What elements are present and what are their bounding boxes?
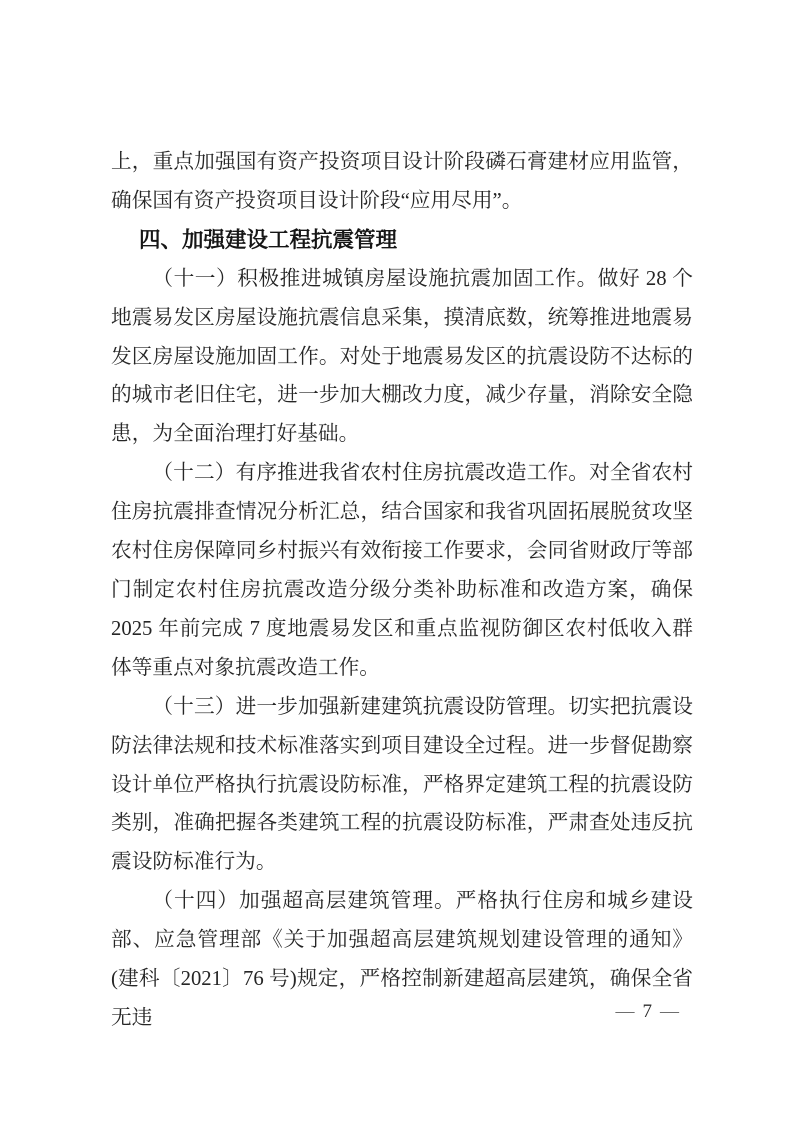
page-number-value: 7: [642, 1001, 652, 1022]
paragraph-number: （十三）: [152, 695, 236, 718]
paragraph-item-13: [111, 688, 693, 883]
paragraph-text: 严格执行住房和城乡建设部、应急管理部《关于加强超高层建筑规划建设管理的通知》(建科〔2021〕76 号)规定，严格控制新建超高层建筑，确保全省无违: [111, 890, 693, 1029]
page-number: [0, 1001, 679, 1023]
paragraph-continuation-text: 上，重点加强国有资产投资项目设计阶段磷石膏建材应用监管，确保国有资产投资项目设计阶段“应用尽用”。: [111, 151, 693, 212]
paragraph-number: （十二）: [152, 462, 236, 485]
paragraph-text: 切实把抗震设防法律法规和技术标准落实到项目建设全过程。进一步督促勘察设计单位严格执行抗震设防标准，严格界定建筑工程的抗震设防类别，准确把握各类建筑工程的抗震设防标准，严肃查处违反抗震设防标准行为。: [111, 695, 693, 874]
paragraph-lead: 加强超高层建筑管理。: [239, 890, 456, 913]
paragraph-number: （十一）: [152, 267, 238, 290]
paragraph-text: 对全省农村住房抗震排查情况分析汇总，结合国家和我省巩固拓展脱贫攻坚农村住房保障同乡村振兴有效衔接工作要求，会同省财政厅等部门制定农村住房抗震改造分级分类补助标准和改造方案，确保 2025 年前完成 7 度地震易发区和重点监视防御区农村低收入群体等重点对象抗震改造工作。: [111, 462, 693, 679]
paragraph-continuation: [111, 143, 693, 221]
paragraph-number: （十四）: [152, 890, 240, 913]
document-body: [111, 143, 693, 1038]
paragraph-lead: 有序推进我省农村住房抗震改造工作。: [235, 462, 590, 485]
section-heading: 四、加强建设工程抗震管理: [139, 227, 398, 252]
paragraph-item-12: [111, 454, 693, 687]
paragraph-lead: 进一步加强新建建筑抗震设防管理。: [235, 695, 569, 718]
paragraph-lead: 积极推进城镇房屋设施抗震加固工作。: [237, 267, 598, 290]
paragraph-text: 做好 28 个地震易发区房屋设施抗震信息采集，摸清底数，统筹推进地震易发区房屋设施加固工作。对处于地震易发区的抗震设防不达标的的城市老旧住宅，进一步加大棚改力度，减少存量，消除安全隐患，为全面治理打好基础。: [111, 267, 693, 446]
page-number-dash-left: —: [615, 1001, 635, 1022]
page-number-dash-right: —: [660, 1001, 679, 1022]
paragraph-item-11: [111, 260, 693, 455]
